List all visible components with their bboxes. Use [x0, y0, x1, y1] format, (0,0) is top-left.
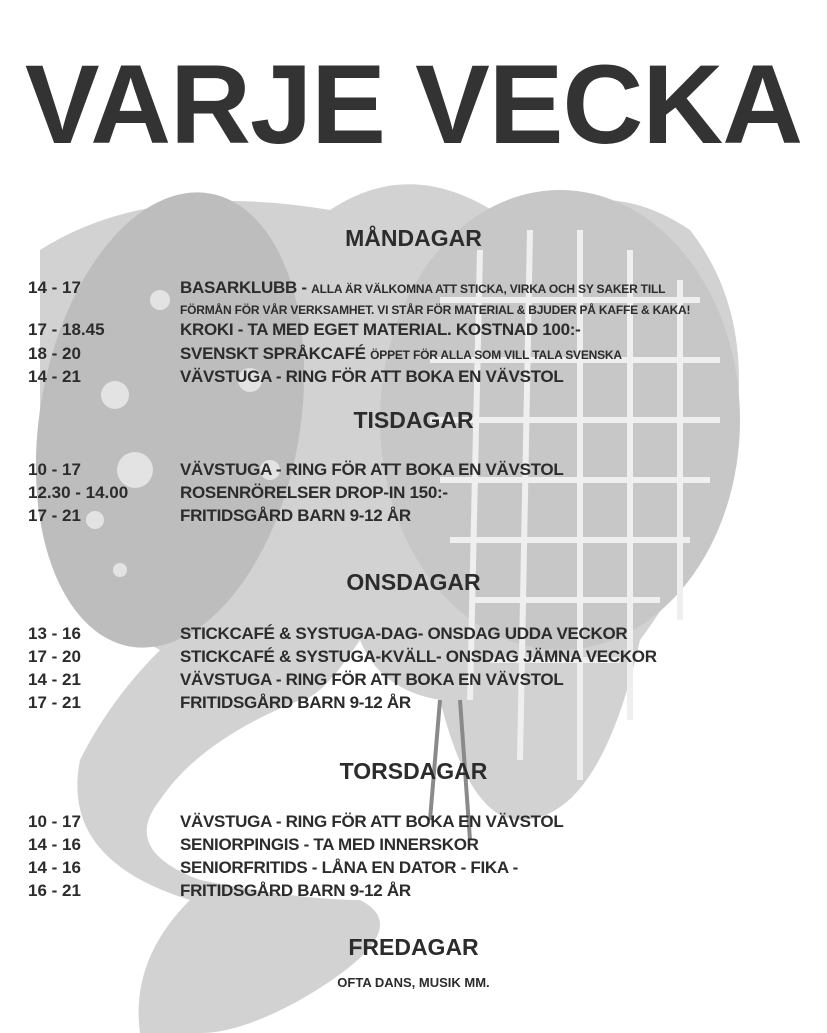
row-activity: FRITIDSGÅRD BARN 9-12 ÅR [180, 881, 411, 900]
row-activity: KROKI - TA MED EGET MATERIAL. KOSTNAD 100:- [180, 320, 581, 339]
row-activity: ROSENRÖRELSER DROP-IN 150:- [180, 483, 448, 502]
row-activity: SVENSKT SPRÅKCAFÉ ÖPPET FÖR ALLA SOM VILL TALA SVENSKA [180, 344, 622, 363]
row-activity: STICKCAFÉ & SYSTUGA-DAG- ONSDAG UDDA VECKOR [180, 624, 628, 643]
schedule-row [28, 692, 818, 713]
row-time: 17 - 21 [28, 506, 81, 525]
schedule-row [28, 319, 818, 340]
schedule-row-continued [28, 298, 818, 319]
row-time: 14 - 21 [28, 367, 81, 386]
row-activity: VÄVSTUGA - RING FÖR ATT BOKA EN VÄVSTOL [180, 460, 564, 479]
row-time: 17 - 18.45 [28, 320, 105, 339]
friday-note: OFTA DANS, MUSIK MM. [337, 975, 490, 990]
schedule-row [28, 646, 818, 667]
row-activity: FRITIDSGÅRD BARN 9-12 ÅR [180, 693, 411, 712]
row-activity: FRITIDSGÅRD BARN 9-12 ÅR [180, 506, 411, 525]
row-time: 14 - 17 [28, 278, 81, 297]
day-heading-monday: MÅNDAGAR [345, 225, 482, 251]
row-time: 14 - 16 [28, 858, 81, 877]
row-activity-note: FÖRMÅN FÖR VÅR VERKSAMHET. VI STÅR FÖR MATERIAL & BJUDER PÅ KAFFE & KAKA! [180, 303, 691, 317]
schedule-row [28, 482, 818, 503]
day-heading-friday: FREDAGAR [348, 934, 479, 960]
row-activity: VÄVSTUGA - RING FÖR ATT BOKA EN VÄVSTOL [180, 670, 564, 689]
row-time: 10 - 17 [28, 460, 81, 479]
row-activity: SENIORPINGIS - TA MED INNERSKOR [180, 835, 479, 854]
row-time: 10 - 17 [28, 812, 81, 831]
row-time: 14 - 16 [28, 835, 81, 854]
schedule-row [28, 505, 818, 526]
schedule-row [28, 857, 818, 878]
schedule-row [28, 811, 818, 832]
row-activity: VÄVSTUGA - RING FÖR ATT BOKA EN VÄVSTOL [180, 367, 564, 386]
row-time: 16 - 21 [28, 881, 81, 900]
row-activity: BASARKLUBB - ALLA ÄR VÄLKOMNA ATT STICKA, VIRKA OCH SY SAKER TILL [180, 278, 666, 297]
row-activity: VÄVSTUGA - RING FÖR ATT BOKA EN VÄVSTOL [180, 812, 564, 831]
row-activity: SENIORFRITIDS - LÅNA EN DATOR - FIKA - [180, 858, 519, 877]
row-time: 17 - 20 [28, 647, 81, 666]
row-time: 12.30 - 14.00 [28, 483, 129, 502]
schedule-row [28, 669, 818, 690]
schedule-row [28, 880, 818, 901]
schedule-row [28, 277, 818, 298]
row-time: 14 - 21 [28, 670, 81, 689]
schedule-row [28, 623, 818, 644]
row-activity: STICKCAFÉ & SYSTUGA-KVÄLL- ONSDAG JÄMNA VECKOR [180, 647, 657, 666]
schedule-row [28, 834, 818, 855]
day-heading-tuesday: TISDAGAR [353, 407, 474, 433]
schedule-row [28, 459, 818, 480]
row-time: 17 - 21 [28, 693, 81, 712]
schedule-row [28, 366, 818, 387]
row-time: 13 - 16 [28, 624, 81, 643]
poster-title: VARJE VECKA [24, 42, 803, 167]
day-heading-thursday: TORSDAGAR [339, 758, 488, 784]
day-heading-wednesday: ONSDAGAR [346, 569, 481, 595]
schedule-row [28, 343, 818, 364]
row-time: 18 - 20 [28, 344, 81, 363]
